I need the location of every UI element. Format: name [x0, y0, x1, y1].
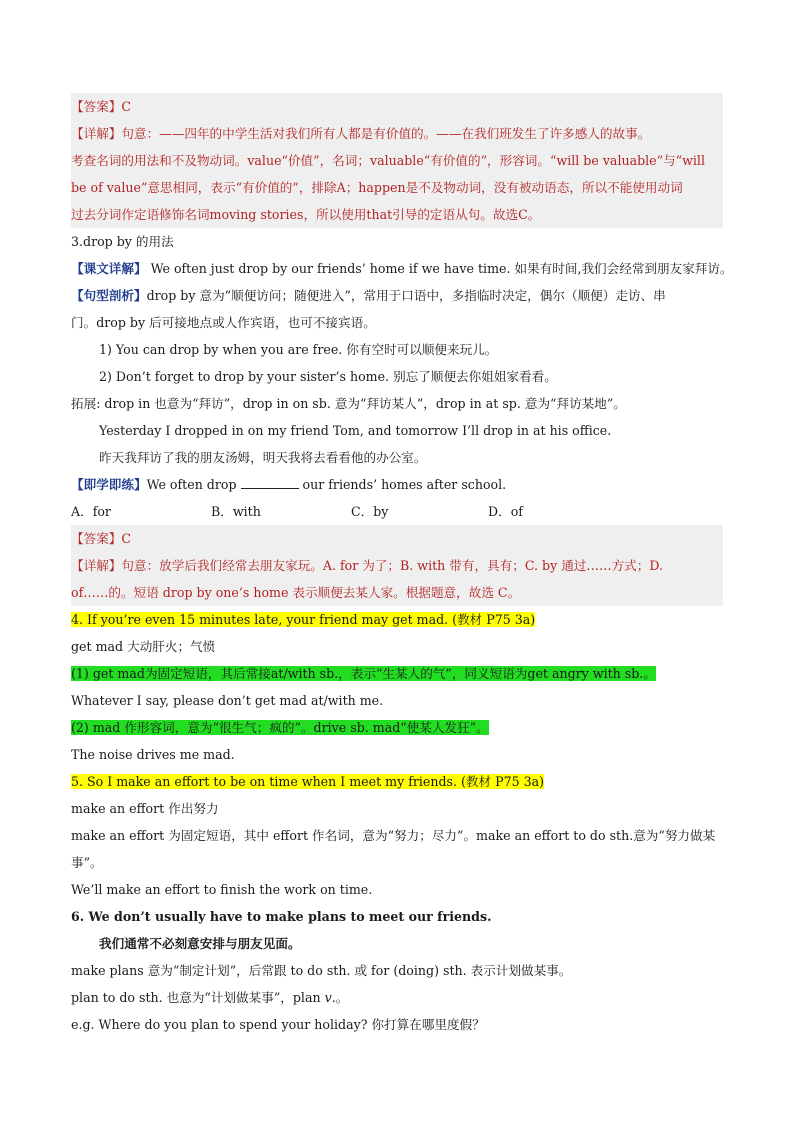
- kewen-line: [71, 255, 733, 282]
- detail-text: 句意：——四年的中学生活对我们所有人都是有价值的。——在我们班发生了许多感人的故事。: [121, 126, 651, 141]
- example-translation: 昨天我拜访了我的朋友汤姆，明天我将去看看他的办公室。: [99, 450, 427, 465]
- example-sentence: The noise drives me mad.: [71, 747, 235, 762]
- option-d: D．of: [488, 504, 523, 519]
- answer-line: [71, 93, 723, 120]
- desc-text: .。: [331, 990, 349, 1005]
- detail-line: 过去分词作定语修饰名词moving stories，所以使用that引导的定语从句。故选C。: [71, 207, 541, 222]
- note-text: at/with sb.: [270, 666, 339, 681]
- answer-block-1: [71, 93, 723, 228]
- answer-tag: 【答案】: [71, 99, 122, 114]
- note-text: get angry with sb.: [527, 666, 644, 681]
- options-line: [71, 498, 723, 525]
- detail-line: 考查名词的用法和不及物动词。value“价值”，名词；valuable“有价值的”，形容词。“will be valuable”与“will: [71, 153, 705, 168]
- section-title-line: [71, 606, 723, 633]
- juxing-tag: 【句型剖析】: [71, 288, 147, 303]
- detail-line: of……的。短语 drop by one’s home 表示顺便去某人家。根据题意，故选 C。: [71, 585, 521, 600]
- section-title: 3.drop by 的用法: [71, 234, 174, 249]
- detail-line: [71, 120, 723, 147]
- phrase-line: get mad 大动肝火；气愤: [71, 639, 216, 654]
- note-text: ，表示“生某人的气”，同义短语为: [338, 666, 528, 681]
- option-a: A．for: [71, 504, 111, 519]
- example-sentence: Whatever I say, please don’t get mad at/with me.: [71, 693, 384, 708]
- desc-line: [71, 984, 723, 1011]
- kewen-text: We often just drop by our friends’ home if we have time. 如果有时间,我们会经常到朋友家拜访。: [146, 261, 733, 276]
- desc-text: plan to do sth. 也意为“计划做某事”，plan: [71, 990, 325, 1005]
- example-sentence: Yesterday I dropped in on my friend Tom, and tomorrow I’ll drop in at his office.: [99, 423, 612, 438]
- exercise-text: our friends’ homes after school.: [298, 477, 507, 492]
- note-line: [71, 660, 723, 687]
- note-text: (1) get mad: [71, 666, 145, 681]
- pos-label: v: [324, 990, 332, 1005]
- detail-line: [71, 552, 723, 579]
- desc-line: 事”。: [71, 855, 103, 870]
- desc-line: make an effort 为固定短语，其中 effort 作名词，意为“努力；尽力”。make an effort to do sth.意为“努力做某: [71, 828, 716, 843]
- option-b: B．with: [211, 504, 261, 519]
- example-sentence: 2) Don’t forget to drop by your sister’s home. 别忘了顺便去你姐姐家看看。: [99, 369, 557, 384]
- desc-line: make plans 意为“制定计划”，后常跟 to do sth. 或 for (doing) sth. 表示计划做某事。: [71, 963, 572, 978]
- section-title-line: [71, 768, 723, 795]
- detail-text: 句意：放学后我们经常去朋友家玩。A. for 为了；B. with 带有，具有；C. by 通过……方式；D.: [121, 558, 664, 573]
- answer-value: C: [121, 531, 132, 546]
- answer-value: C: [121, 99, 132, 114]
- note-line: [71, 714, 723, 741]
- note-text: 。: [643, 666, 656, 681]
- tuozhan-line: 拓展: drop in 也意为“拜访”，drop in on sb. 意为“拜访某人”，drop in at sp. 意为“拜访某地”。: [71, 396, 626, 411]
- juxing-line: [71, 282, 723, 309]
- example-sentence: We’ll make an effort to finish the work on time.: [71, 882, 373, 897]
- answer-blank: [241, 476, 299, 489]
- document-page: [71, 93, 733, 1038]
- answer-line: [71, 525, 723, 552]
- section-title: 6. We don’t usually have to make plans to meet our friends.: [71, 909, 492, 924]
- jixue-tag: 【即学即练】: [71, 477, 147, 492]
- kewen-tag: 【课文详解】: [71, 261, 147, 276]
- note-text: (2) mad 作形容词，意为“很生气；疯的”。drive sb. mad“使某人发狂”。: [71, 720, 489, 735]
- answer-block-2: [71, 525, 723, 606]
- example-sentence: 1) You can drop by when you are free. 你有空时可以顺便来玩儿。: [99, 342, 498, 357]
- exercise-line: [71, 471, 723, 498]
- phrase-line: make an effort 作出努力: [71, 801, 219, 816]
- section-title: 4. If you’re even 15 minutes late, your friend may get mad. (教材 P75 3a): [71, 612, 536, 627]
- detail-line: be of value”意思相同，表示“有价值的”，排除A；happen是不及物动词，没有被动语态，所以不能使用动词: [71, 180, 683, 195]
- juxing-line: 门。drop by 后可接地点或人作宾语，也可不接宾语。: [71, 315, 376, 330]
- section-title-cn: 我们通常不必刻意安排与朋友见面。: [99, 936, 301, 951]
- detail-tag: 【详解】: [71, 126, 122, 141]
- example-sentence: e.g. Where do you plan to spend your holiday? 你打算在哪里度假？: [71, 1017, 485, 1032]
- answer-tag: 【答案】: [71, 531, 122, 546]
- exercise-text: We often drop: [146, 477, 241, 492]
- detail-tag: 【详解】: [71, 558, 122, 573]
- note-text: 为固定短语，其后常接: [144, 666, 271, 681]
- section-title: 5. So I make an effort to be on time when I meet my friends. (教材 P75 3a): [71, 774, 545, 789]
- juxing-text: drop by 意为“顺便访问；随便进入”，常用于口语中，多指临时决定，偶尔（顺便）走访、串: [146, 288, 666, 303]
- option-c: C．by: [351, 504, 389, 519]
